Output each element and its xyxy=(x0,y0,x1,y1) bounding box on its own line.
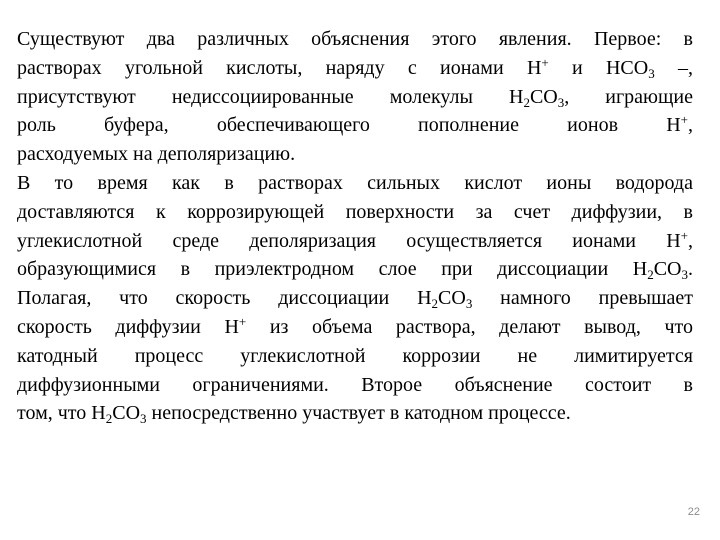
text-line xyxy=(17,198,693,227)
subscript: 3 xyxy=(557,94,565,110)
text-line xyxy=(17,169,693,198)
text-segment: доставляются к коррозирующей поверхности за счет диффузии, в xyxy=(17,200,693,223)
text-segment: СО xyxy=(112,402,141,425)
text-segment: образующимися в приэлектродном слое при диссоциации Н xyxy=(17,258,648,281)
paragraph-2 xyxy=(17,169,693,428)
text-segment: намного превышает xyxy=(472,287,693,310)
text-line xyxy=(17,111,693,140)
subscript: 2 xyxy=(105,411,113,427)
text-segment: растворах угольной кислоты, наряду с ионами Н xyxy=(17,56,542,79)
subscript: 2 xyxy=(647,267,654,283)
text-segment: . xyxy=(688,258,693,281)
superscript: + xyxy=(680,112,688,128)
text-segment: катодный процесс углекислотной коррозии не лимитируется xyxy=(17,344,693,367)
text-segment: , играющие xyxy=(564,85,693,108)
text-line xyxy=(17,371,693,400)
text-segment: из объема раствора, делают вывод, что xyxy=(246,315,693,338)
text-segment: Полагая, что скорость диссоциации Н xyxy=(17,287,432,310)
text-line xyxy=(17,284,693,313)
body-text xyxy=(17,25,693,428)
text-segment: СО xyxy=(529,85,558,108)
text-line xyxy=(17,313,693,342)
subscript: 2 xyxy=(431,296,439,312)
text-segment: –, xyxy=(654,56,693,79)
superscript: + xyxy=(238,313,247,329)
text-segment: В то время как в растворах сильных кислот ионы водорода xyxy=(17,171,693,194)
text-line xyxy=(17,342,693,371)
subscript: 3 xyxy=(140,411,147,427)
text-segment: и НСО xyxy=(548,56,649,79)
subscript: 3 xyxy=(465,296,473,312)
text-line xyxy=(17,255,693,284)
text-segment: том, что Н xyxy=(17,402,106,425)
text-segment: диффузионными ограничениями. Второе объяснение состоит в xyxy=(17,373,693,396)
text-line xyxy=(17,140,693,169)
text-segment: присутствуют недиссоциированные молекулы Н xyxy=(17,85,524,108)
text-segment: скорость диффузии Н xyxy=(17,315,239,338)
text-segment: , xyxy=(688,114,693,137)
paragraph-1 xyxy=(17,25,693,169)
text-segment: СО xyxy=(438,287,466,310)
text-segment: роль буфера, обеспечивающего пополнение ионов Н xyxy=(17,114,681,137)
superscript: + xyxy=(680,227,688,243)
subscript: 2 xyxy=(523,94,530,110)
text-line xyxy=(17,399,693,428)
text-line xyxy=(17,227,693,256)
text-segment: Существуют два различных объяснения этого явления. Первое: в xyxy=(17,28,693,50)
subscript: 3 xyxy=(681,267,688,283)
text-segment: СО xyxy=(653,258,682,281)
superscript: + xyxy=(541,54,549,70)
text-segment: углекислотной среде деполяризация осуществляется ионами Н xyxy=(17,229,681,252)
text-segment: расходуемых на деполяризацию. xyxy=(17,143,296,166)
page-number: 22 xyxy=(687,506,700,518)
text-line xyxy=(17,54,693,83)
text-line xyxy=(17,25,693,54)
text-line xyxy=(17,83,693,112)
text-segment: непосредственно участвует в катодном процессе. xyxy=(146,402,571,425)
text-segment: , xyxy=(688,229,693,252)
subscript: 3 xyxy=(648,65,655,81)
